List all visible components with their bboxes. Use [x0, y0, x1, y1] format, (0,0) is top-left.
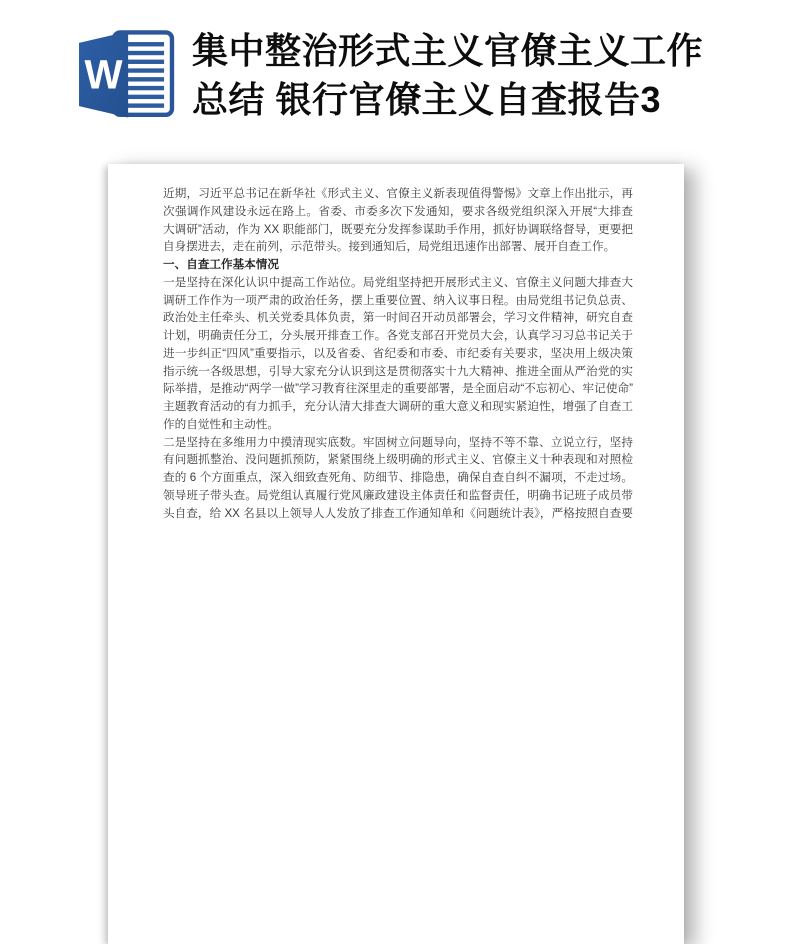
document-line: 查的 6 个方面重点，深入细致查死角、防细节、排隐患，确保自查自纠不漏项，不走过场。	[163, 471, 633, 484]
document-lines	[163, 185, 633, 522]
document-line: 领导班子带头查。局党组认真履行党风廉政建设主体责任和监督责任，明确书记班子成员带	[163, 488, 633, 502]
document-line: 次强调作风建设永远在路上。省委、市委多次下发通知，要求各级党组织深入开展“大排查	[163, 204, 633, 218]
document-line: 作的自觉性和主动性。	[163, 417, 279, 431]
word-icon-svg	[72, 27, 186, 122]
document-line: 二是坚持在多维用力中摸清现实底数。牢固树立问题导向，坚持不等不靠、立说立行，坚持	[163, 435, 633, 449]
document-page	[108, 164, 684, 944]
document-line: 政治处主任牵头、机关党委具体负责，第一时间召开动员部署会，学习文件精神，研究自查	[163, 311, 633, 325]
document-line: 有问题抓整治、没问题抓预防，紧紧围绕上级明确的形式主义、官僚主义十种表现和对照检	[163, 453, 633, 467]
word-icon-w-letter: W	[84, 51, 123, 98]
document-line: 际举措，是推动“两学一做”学习教育往深里走的重要部署，是全面启动“不忘初心、牢记使命”	[163, 382, 633, 396]
document-line: 指示统一各级思想，引导大家充分认识到这是贯彻落实十九大精神、推进全面从严治党的实	[163, 364, 633, 378]
page-title-line2: 总结 银行官僚主义自查报告3	[192, 79, 662, 120]
page-title	[192, 26, 703, 124]
page-title-line1: 集中整治形式主义官僚主义工作	[192, 30, 704, 71]
document-line: 大调研”活动，作为 XX 职能部门，既要充分发挥参谋助手作用，抓好协调联络督导，更要把	[163, 222, 633, 236]
document-line: 计划，明确责任分工，分头展开排查工作。各党支部召开党员大会，认真学习习总书记关于	[163, 329, 633, 342]
document-heading: 一、自查工作基本情况	[163, 258, 279, 271]
document-line: 一是坚持在深化认识中提高工作站位。局党组坚持把开展形式主义、官僚主义问题大排查大	[163, 275, 633, 289]
document-line: 自身摆进去，走在前列，示范带头。接到通知后，局党组迅速作出部署、展开自查工作。	[163, 240, 616, 254]
document-line: 进一步纠正“四风”重要指示，以及省委、省纪委和市委、市纪委有关要求，坚决用上级决策	[163, 346, 633, 360]
document-line: 主题教育活动的有力抓手，充分认清大排查大调研的重大意义和现实紧迫性，增强了自查工	[163, 400, 633, 413]
document-line: 头自查，给 XX 名县以上领导人人发放了排查工作通知单和《问题统计表》，严格按照自查要	[163, 506, 633, 520]
document-header	[0, 0, 800, 148]
word-icon	[72, 27, 186, 122]
document-line: 调研工作作为一项严肃的政治任务，摆上重要位置、纳入议事日程。由局党组书记负总责、	[163, 293, 633, 307]
document-line: 近期，习近平总书记在新华社《形式主义、官僚主义新表现值得警惕》文章上作出批示，再	[163, 187, 633, 200]
